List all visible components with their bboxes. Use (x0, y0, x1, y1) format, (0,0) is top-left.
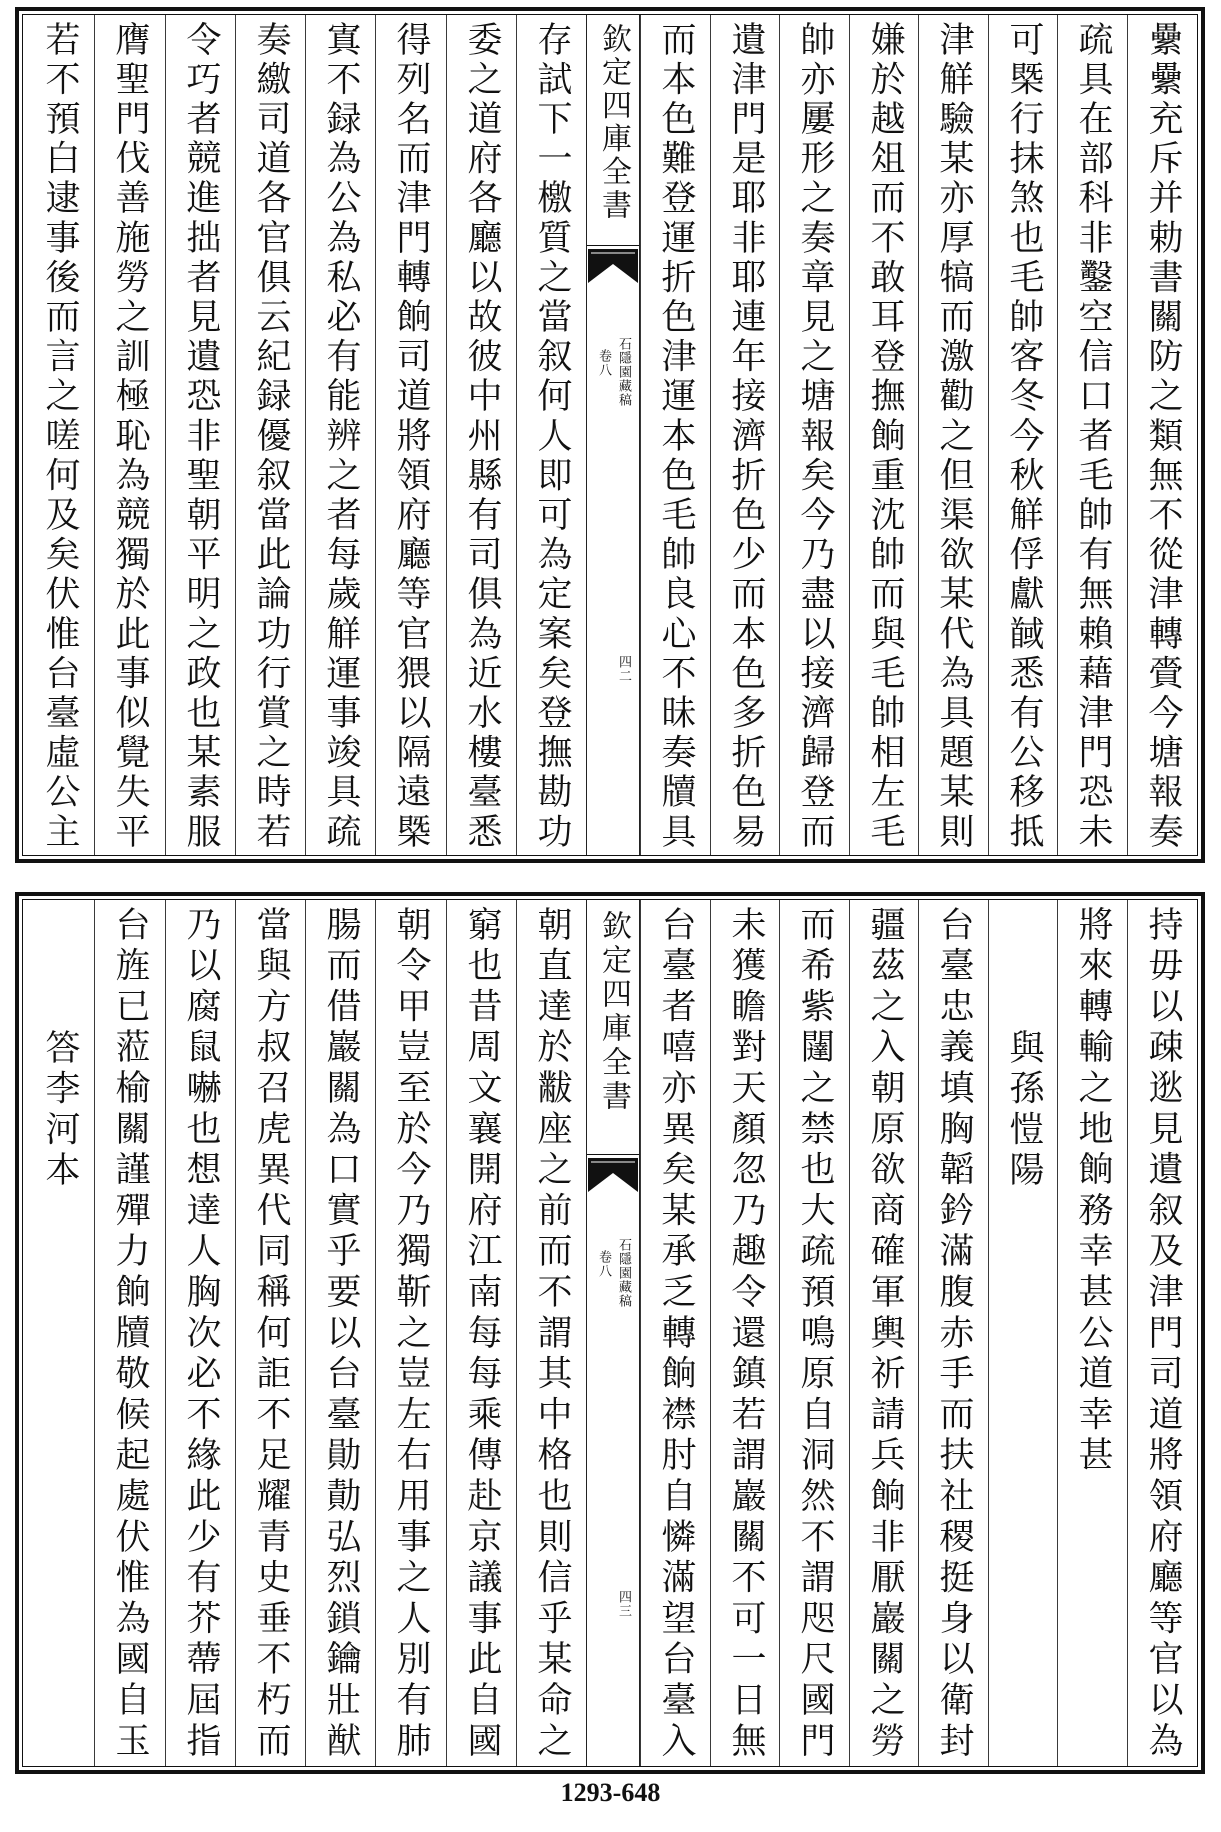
text-column: 若不預白逮事後而言之嗟何及矣伏惟台臺虛公主 (40, 21, 80, 853)
volume-label: 卷八 (596, 1250, 611, 1278)
text-column: 將來轉輸之地餉務幸甚公道幸甚 (1057, 900, 1127, 1766)
text-column: 得列名而津門轉餉司道將領府廳等官猥以隔遠槩 (375, 15, 445, 855)
fold-divider (587, 245, 639, 246)
fold-column (586, 900, 640, 1766)
text-column: 疏具在部科非鑿空信口者毛帥有無賴藉津門恐未 (1057, 15, 1127, 855)
text-column: 持毋以疎逖見遺叙及津門司道將領府廳等官以為 (1127, 900, 1197, 1766)
text-column: 窮也昔周文襄開府江南每每乘傳赴京議事此自國 (446, 900, 516, 1766)
fold-divider (587, 1154, 639, 1155)
text-column: 存試下一檄質之當叙何人即可為定案矣登撫勘功 (516, 15, 586, 855)
reprint-page-number: 1293-648 (560, 1778, 661, 1807)
letter-title: 答李河本 (40, 1029, 80, 1193)
fishtail-mark (588, 249, 638, 283)
text-column: 令巧者競進拙者見遺恐非聖朝平明之政也某素服 (165, 15, 235, 855)
letter-title: 與孫愷陽 (988, 900, 1058, 1766)
text-column: 台旌已蒞榆關謹殫力餉牘敬候起處伏惟為國自玉 (94, 900, 164, 1766)
text-column: 台臺忠義填胸韜鈐滿腹赤手而扶社稷挺身以衛封 (918, 900, 988, 1766)
text-column: 委之道府各廳以故彼中州縣有司俱為近水樓臺悉 (446, 15, 516, 855)
text-column: 而本色難登運折色津運本色毛帥良心不昧奏牘具 (640, 15, 710, 855)
text-column: 遺津門是耶非耶連年接濟折色少而本色多折色易 (710, 15, 780, 855)
text-column: 津觧驗某亦厚犒而激勸之但渠欲某代為具題某則 (918, 15, 988, 855)
text-column: 膺聖門伐善施勞之訓極恥為競獨於此事似覺失平 (94, 15, 164, 855)
series-title: 欽定四庫全書 (596, 23, 631, 223)
text-column: 奏繳司道各官俱云紀録優叙當此論功行賞之時若 (235, 15, 305, 855)
text-column: 疆茲之入朝原欲商確軍輿祈請兵餉非厭巖關之勞 (849, 900, 919, 1766)
text-column: 腸而借巖關為口實乎要以台臺勛勣弘烈鎖鑰壯猷 (305, 900, 375, 1766)
text-column: 而希紫闥之禁也大疏預鳴原自洞然不謂咫尺國門 (779, 900, 849, 1766)
text-column: 帥亦屢形之奏章見之塘報矣今乃盡以接濟歸登而 (779, 15, 849, 855)
text-column: 當與方叔召虎異代同稱何詎不足耀青史垂不朽而 (235, 900, 305, 1766)
text-column: 朝令甲豈至於今乃獨靳之豈左右用事之人別有肺 (375, 900, 445, 1766)
book-title: 石隱園藏稿 (616, 1238, 631, 1308)
volume-label: 卷八 (596, 349, 611, 377)
fold-column (586, 15, 640, 855)
top-leaf (15, 7, 1205, 863)
text-column: 台臺者嘻亦異矣某承乏轉餉襟肘自憐滿望台臺入 (640, 900, 710, 1766)
series-title: 欽定四庫全書 (596, 910, 631, 1114)
leaf-number: 四三 (616, 1590, 631, 1618)
text-column: 乃以腐鼠嚇也想達人胸次必不緣此少有芥蔕屆指 (165, 900, 235, 1766)
fishtail-mark (588, 1158, 638, 1192)
text-column: 可槩行抹煞也毛帥客冬今秋觧俘獻馘悉有公移抵 (988, 15, 1058, 855)
text-column: 寘不録為公為私必有能辨之者每歲觧運事竣具疏 (305, 15, 375, 855)
leaf-number: 四二 (616, 655, 631, 683)
text-column: 未獲瞻對天顏忽乃趣令還鎮若謂巖關不可一日無 (710, 900, 780, 1766)
book-title: 石隱園藏稿 (616, 337, 631, 407)
text-column: 嫌於越俎而不敢耳登撫餉重沈帥而與毛帥相左毛 (849, 15, 919, 855)
text-column: 朝直達於黻座之前而不謂其中格也則信乎某命之 (516, 900, 586, 1766)
bottom-leaf (15, 892, 1205, 1774)
text-column: 纍纍充斥并勅書關防之類無不從津轉賫今塘報奏 (1127, 15, 1197, 855)
